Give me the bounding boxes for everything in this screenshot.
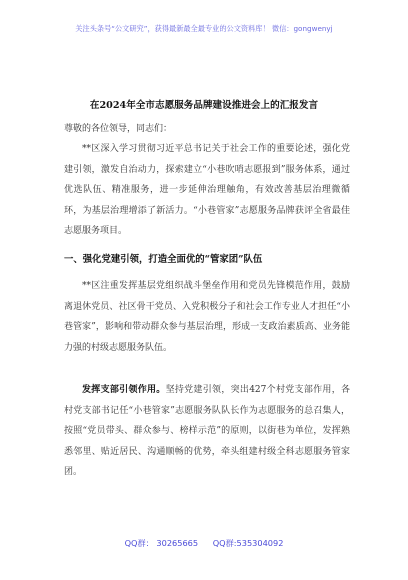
top-banner: 关注头条号“公文研究”，获得最新最全最专业的公文资料库！ 微信：gongwenyj [75, 24, 333, 33]
document-title: 在2024年全市志愿服务品牌建设推进会上的汇报发言 [89, 100, 319, 111]
paragraph-branch [64, 380, 350, 483]
footer [0, 538, 408, 549]
section-heading-1: 一、强化党建引领，打造全面优的“管家团”队伍 [64, 254, 263, 265]
footer-qq-1: QQ群： 30265665 [124, 538, 199, 548]
paragraph-lead: 发挥支部引领作用。 [82, 385, 166, 395]
footer-qq-2: QQ群:535304092 [212, 538, 284, 548]
salutation: 尊敬的各位领导，同志们： [64, 124, 173, 134]
paragraph-body: 坚持党建引领，突出427个村党支部作用，各村党支部书记任“小巷管家”志愿服务队队长作为志愿服务的总召集人，按照“党员带头、群众参与、榜样示范”的原则，以街巷为单位，发挥熟悉邻里、贴近居民、沟通顺畅的优势，牵头组建村级全科志愿服务管家团。 [64, 385, 350, 478]
paragraph-intro: **区深入学习贯彻习近平总书记关于社会工作的重要论述，强化党建引领，激发自治动力，探索建立“小巷吹哨志愿报到”服务体系，通过优选队伍、精准服务，进一步延伸治理触角，有效改善基层治理微循环，为基层治理增添了新活力。“小巷管家”志愿服务品牌获评全省最佳志愿服务项目。 [64, 144, 350, 237]
paragraph-team: **区注重发挥基层党组织战斗堡垒作用和党员先锋模范作用，鼓励离退休党员、社区骨干党员、入党积极分子和社会工作专业人才担任“小巷管家”，影响和带动群众参与基层治理，形成一支政治素质高、业务能力强的村级志愿服务队伍。 [64, 281, 350, 353]
